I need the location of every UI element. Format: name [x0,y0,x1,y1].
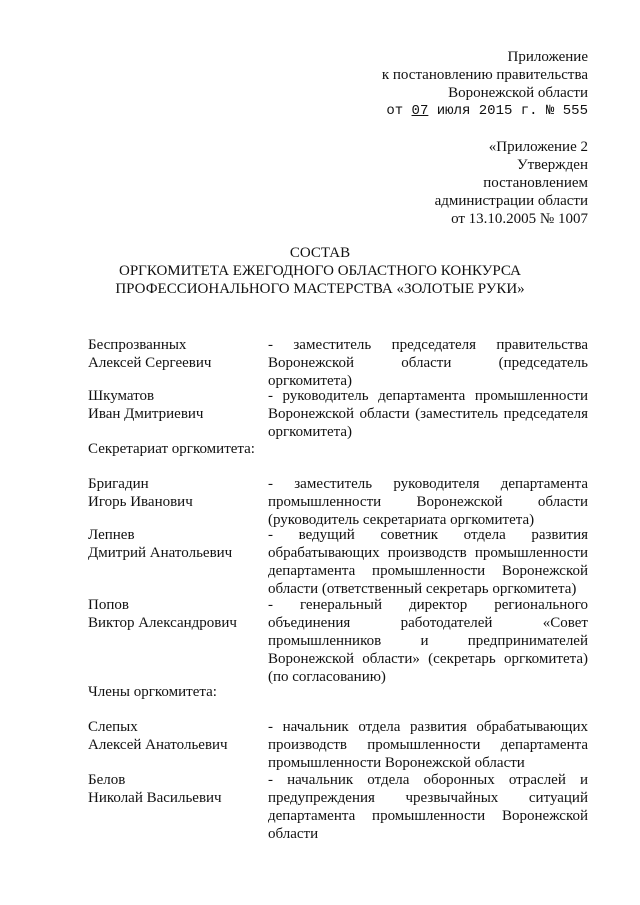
member-role: - начальник отдела оборонных отраслей и предупреждения чрезвычайных ситуаций департамента промышленности Воронежской области [268,772,588,842]
title-line-2: ОРГКОМИТЕТА ЕЖЕГОДНОГО ОБЛАСТНОГО КОНКУРСА [118,263,521,279]
member-given-names: Дмитрий Анатольевич [88,545,233,561]
approval-line-2: Утвержден [516,157,588,173]
member-given-names: Виктор Александрович [88,615,237,631]
section-heading-committee: Члены оргкомитета: [88,684,217,700]
member-surname: Беспрозванных [88,337,187,353]
appendix-label: Приложение [507,49,588,65]
title-line-1: СОСТАВ [289,245,351,261]
member-name [88,718,258,754]
approval-line-4: администрации области [434,193,588,209]
member-name [88,526,258,562]
member-role: - заместитель председателя правительства Воронежской области (председатель оргкомитета) [268,337,588,389]
member-role: - руководитель департамента промышленности Воронежской области (заместитель председателя оргкомитета) [268,388,588,440]
member-given-names: Алексей Анатольевич [88,737,228,753]
date-prefix: от [386,103,412,119]
resolution-date-line [382,102,588,120]
member-name [88,771,258,807]
member-surname: Белов [88,772,126,788]
approval-line-1: «Приложение 2 [488,139,588,155]
member-given-names: Алексей Сергеевич [88,355,212,371]
member-name [88,475,258,511]
approval-line-3: постановлением [483,175,588,191]
document-title [0,244,640,298]
member-role: - заместитель руководителя департамента промышленности Воронежской области (руководитель секретариата оргкомитета) [268,476,588,528]
appendix-region-line: Воронежской области [448,85,588,101]
member-given-names: Игорь Иванович [88,494,193,510]
member-surname: Бригадин [88,476,149,492]
member-role: - генеральный директор регионального объединения работодателей «Совет промышленников и предпринимателей Воронежской области» (секретарь оргкомитета) (по согласованию) [268,597,588,685]
date-day: 07 [411,103,429,119]
member-surname: Попов [88,597,129,613]
member-name [88,336,258,372]
appendix-header [382,48,588,120]
member-role: - начальник отдела развития обрабатывающих производств промышленности департамента промышленности Воронежской области [268,719,588,771]
member-surname: Шкуматов [88,388,155,404]
approval-line-5: от 13.10.2005 № 1007 [451,211,588,227]
appendix-ref-line: к постановлению правительства [381,67,588,83]
member-role: - ведущий советник отдела развития обрабатывающих производств промышленности департамента промышленности Воронежской области (ответственный секретарь оргкомитета) [268,527,588,597]
member-name [88,387,258,423]
approval-block [435,138,588,228]
member-name [88,596,258,632]
section-heading-secretariat: Секретариат оргкомитета: [88,441,255,457]
member-surname: Лепнев [88,527,135,543]
member-surname: Слепых [88,719,138,735]
title-line-3: ПРОФЕССИОНАЛЬНОГО МАСТЕРСТВА «ЗОЛОТЫЕ РУКИ» [115,281,525,297]
member-given-names: Иван Дмитриевич [88,406,204,422]
member-given-names: Николай Васильевич [88,790,222,806]
date-rest: июля 2015 г. № 555 [428,103,588,119]
